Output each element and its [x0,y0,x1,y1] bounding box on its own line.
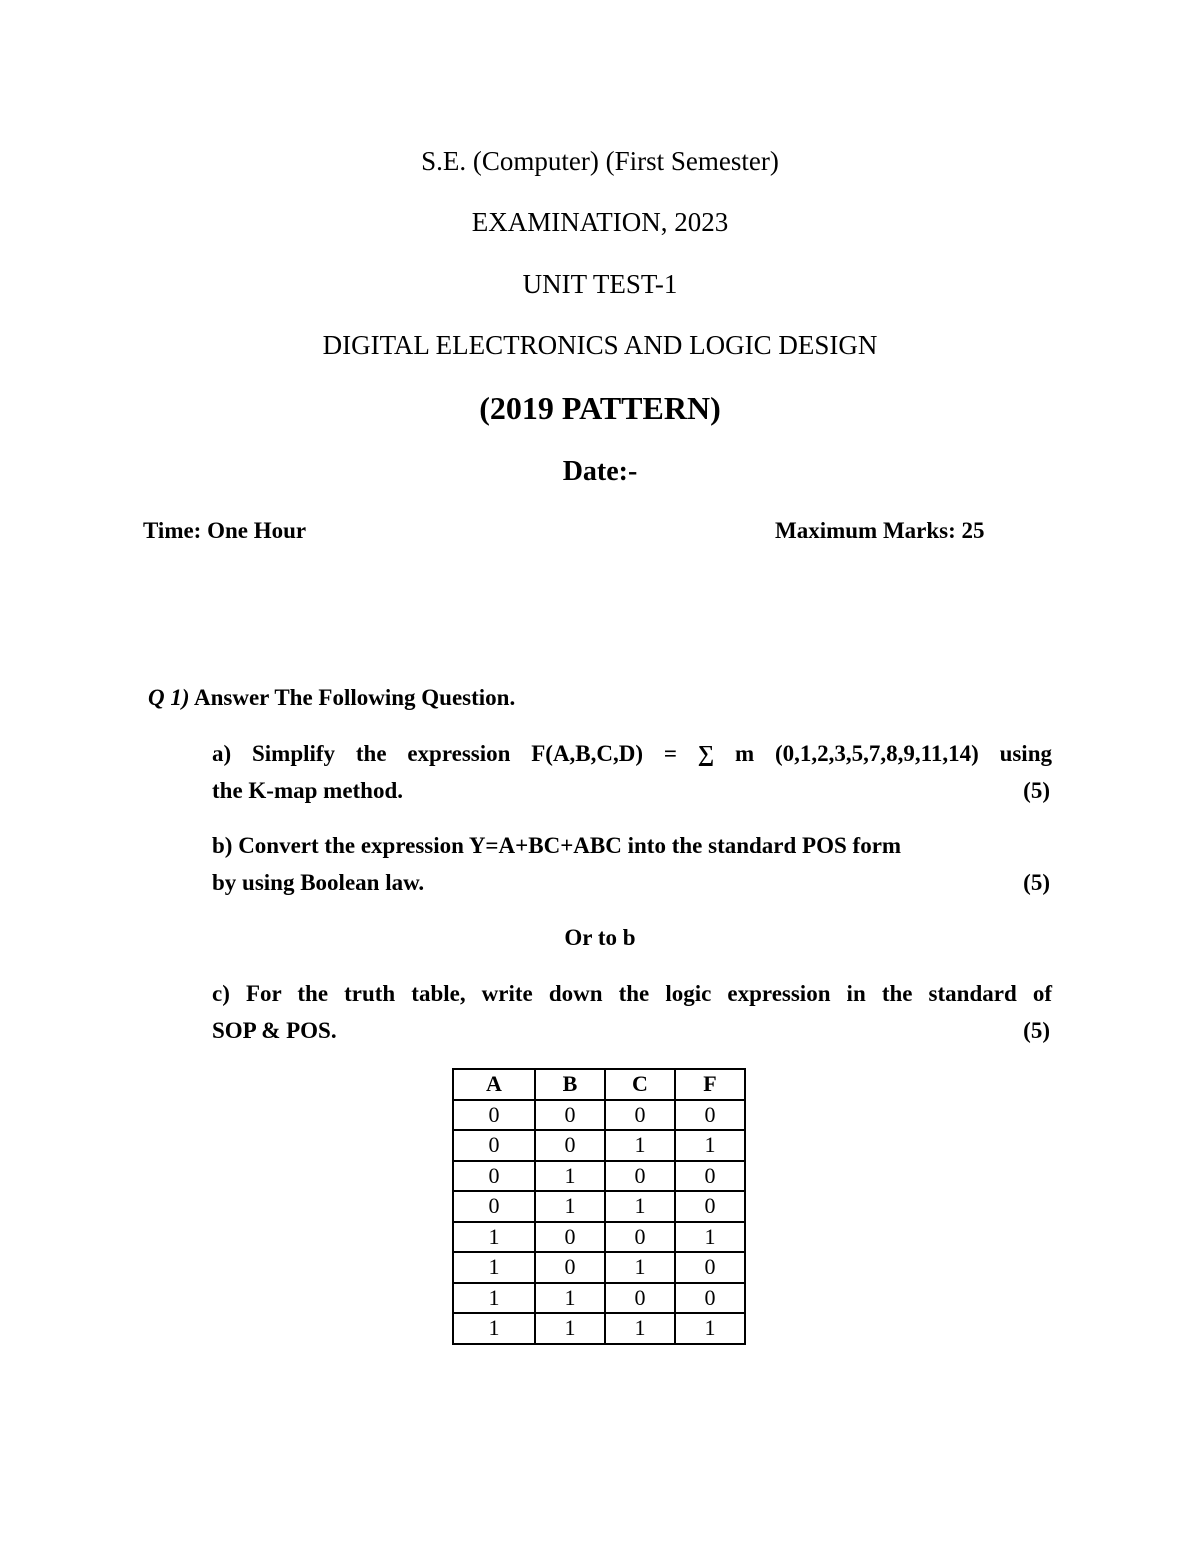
table-cell: 1 [453,1313,535,1344]
table-cell: 1 [605,1252,675,1283]
table-cell: 0 [535,1130,605,1161]
table-row [453,1100,745,1131]
table-cell: 0 [453,1130,535,1161]
table-cell: 0 [453,1100,535,1131]
part-a-marks: (5) [1023,778,1050,803]
table-cell: 0 [675,1252,745,1283]
date-label: Date:- [562,456,638,487]
part-a-line1: a) Simplify the expression F(A,B,C,D) = ∑ m (0,1,2,3,5,7,8,9,11,14) using [212,741,1052,766]
table-cell: 0 [605,1283,675,1314]
subject-title: DIGITAL ELECTRONICS AND LOGIC DESIGN [322,330,878,360]
table-row [453,1283,745,1314]
table-cell: 1 [453,1252,535,1283]
question-title: Answer The Following Question. [194,685,516,710]
part-c-line2: SOP & POS. [212,1018,337,1043]
question-number: Q 1) [148,685,190,710]
table-cell: 0 [605,1161,675,1192]
part-c-marks: (5) [1023,1018,1050,1043]
course-title: S.E. (Computer) (First Semester) [421,146,779,176]
part-a-line2: the K-map method. [212,778,404,803]
table-cell: 0 [535,1252,605,1283]
table-cell: 1 [675,1313,745,1344]
table-cell: 0 [675,1161,745,1192]
table-cell: 1 [605,1191,675,1222]
time-label: Time: One Hour [143,518,307,543]
table-cell: 0 [535,1222,605,1253]
table-cell: 0 [605,1222,675,1253]
column-header-f: F [675,1069,745,1100]
question-heading [148,684,515,712]
table-cell: 0 [535,1100,605,1131]
table-cell: 1 [535,1283,605,1314]
table-cell: 1 [675,1222,745,1253]
table-cell: 1 [535,1313,605,1344]
column-header-a: A [453,1069,535,1100]
table-cell: 0 [675,1283,745,1314]
max-marks-label: Maximum Marks: 25 [775,518,985,543]
table-cell: 0 [675,1191,745,1222]
table-header-row [453,1069,745,1100]
table-row [453,1130,745,1161]
or-separator: Or to b [564,925,636,950]
table-cell: 1 [605,1130,675,1161]
table-row [453,1252,745,1283]
table-cell: 1 [675,1130,745,1161]
part-b-marks: (5) [1023,870,1050,895]
truth-table [452,1068,746,1345]
part-c-line1: c) For the truth table, write down the logic expression in the standard of [212,981,1052,1006]
part-b-line2: by using Boolean law. [212,870,425,895]
table-cell: 1 [605,1313,675,1344]
table-cell: 0 [453,1191,535,1222]
table-cell: 1 [535,1161,605,1192]
table-cell: 1 [453,1283,535,1314]
table-cell: 0 [453,1161,535,1192]
table-row [453,1313,745,1344]
table-row [453,1191,745,1222]
column-header-b: B [535,1069,605,1100]
table-cell: 1 [453,1222,535,1253]
pattern-title: (2019 PATTERN) [479,390,721,426]
exam-title: EXAMINATION, 2023 [471,207,729,237]
table-cell: 1 [535,1191,605,1222]
table-cell: 0 [605,1100,675,1131]
table-cell: 0 [675,1100,745,1131]
column-header-c: C [605,1069,675,1100]
part-b-line1: b) Convert the expression Y=A+BC+ABC into the standard POS form [212,833,902,858]
unit-test-title: UNIT TEST-1 [522,269,678,299]
table-row [453,1222,745,1253]
table-row [453,1161,745,1192]
